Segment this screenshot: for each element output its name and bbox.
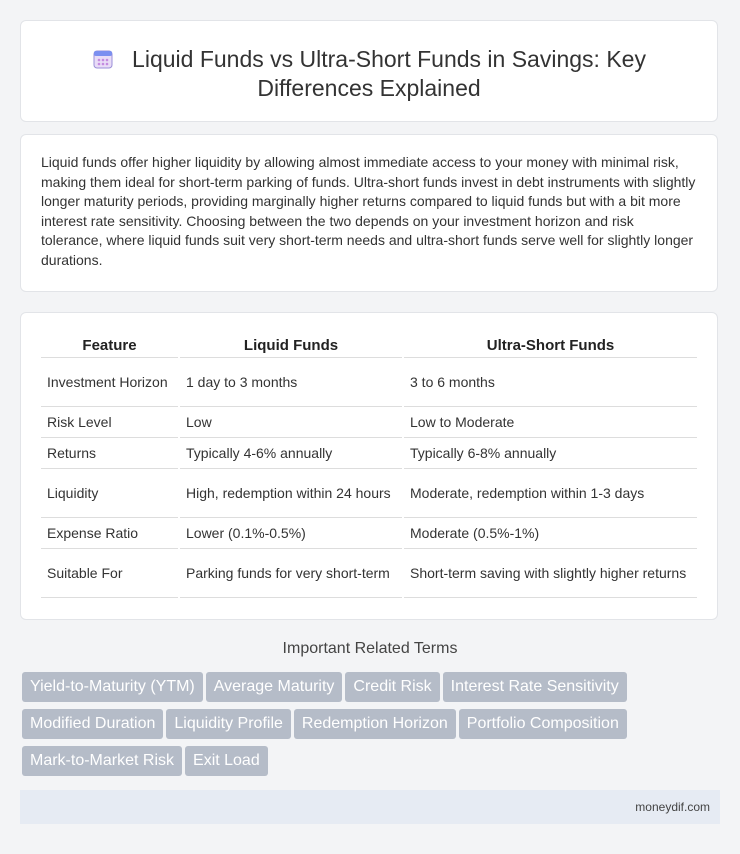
tag-redemption-horizon[interactable]: Redemption Horizon	[294, 709, 456, 739]
related-terms-list	[22, 672, 722, 783]
tag-yield-to-maturity[interactable]: Yield-to-Maturity (YTM)	[22, 672, 203, 702]
cell-feature: Risk Level	[41, 407, 178, 438]
cell-liquid: Typically 4-6% annually	[180, 438, 402, 469]
header-card	[20, 20, 718, 122]
table-header-row	[41, 333, 697, 358]
intro-card	[20, 134, 718, 292]
table-row	[41, 358, 697, 407]
table-row	[41, 518, 697, 549]
header-liquid-funds: Liquid Funds	[180, 333, 402, 358]
comparison-card	[20, 312, 718, 620]
cell-ultra-short: Low to Moderate	[404, 407, 697, 438]
cell-liquid: Parking funds for very short-term	[180, 549, 402, 598]
page-title	[21, 45, 717, 103]
tag-exit-load[interactable]: Exit Load	[185, 746, 268, 776]
cell-liquid: High, redemption within 24 hours	[180, 469, 402, 518]
title-line-1: Liquid Funds vs Ultra-Short Funds in Savings: Key	[132, 46, 646, 72]
table-row	[41, 549, 697, 598]
calendar-icon	[92, 48, 114, 70]
cell-ultra-short: Moderate, redemption within 1-3 days	[404, 469, 697, 518]
table-row	[41, 438, 697, 469]
cell-feature: Returns	[41, 438, 178, 469]
tag-modified-duration[interactable]: Modified Duration	[22, 709, 163, 739]
cell-ultra-short: Short-term saving with slightly higher returns	[404, 549, 697, 598]
title-line-2: Differences Explained	[257, 75, 481, 101]
cell-liquid: 1 day to 3 months	[180, 358, 402, 407]
tag-liquidity-profile[interactable]: Liquidity Profile	[166, 709, 291, 739]
table-row	[41, 407, 697, 438]
related-terms-heading: Important Related Terms	[282, 640, 458, 657]
footer	[20, 790, 720, 824]
tag-portfolio-composition[interactable]: Portfolio Composition	[459, 709, 627, 739]
header-ultra-short-funds: Ultra-Short Funds	[404, 333, 697, 358]
intro-paragraph: Liquid funds offer higher liquidity by allowing almost immediate access to your money with minimal risk, making them ideal for short-term parking of funds. Ultra-short funds invest in debt instruments with slightly longer maturity periods, providing marginally higher returns compared to liquid funds but with a bit more interest rate sensitivity. Choosing between the two depends on your investment horizon and risk tolerance, where liquid funds suit very short-term needs and ultra-short funds serve well for slightly longer durations.	[41, 154, 696, 268]
table-row	[41, 469, 697, 518]
cell-feature: Investment Horizon	[41, 358, 178, 407]
cell-liquid: Lower (0.1%-0.5%)	[180, 518, 402, 549]
comparison-table	[39, 333, 699, 598]
cell-feature: Expense Ratio	[41, 518, 178, 549]
header-feature: Feature	[41, 333, 178, 358]
cell-liquid: Low	[180, 407, 402, 438]
tag-credit-risk[interactable]: Credit Risk	[345, 672, 439, 702]
cell-ultra-short: Moderate (0.5%-1%)	[404, 518, 697, 549]
cell-ultra-short: Typically 6-8% annually	[404, 438, 697, 469]
cell-ultra-short: 3 to 6 months	[404, 358, 697, 407]
cell-feature: Suitable For	[41, 549, 178, 598]
cell-feature: Liquidity	[41, 469, 178, 518]
tag-mark-to-market-risk[interactable]: Mark-to-Market Risk	[22, 746, 182, 776]
footer-site-link[interactable]: moneydif.com	[635, 800, 710, 814]
tag-interest-rate-sensitivity[interactable]: Interest Rate Sensitivity	[443, 672, 627, 702]
tag-average-maturity[interactable]: Average Maturity	[206, 672, 343, 702]
